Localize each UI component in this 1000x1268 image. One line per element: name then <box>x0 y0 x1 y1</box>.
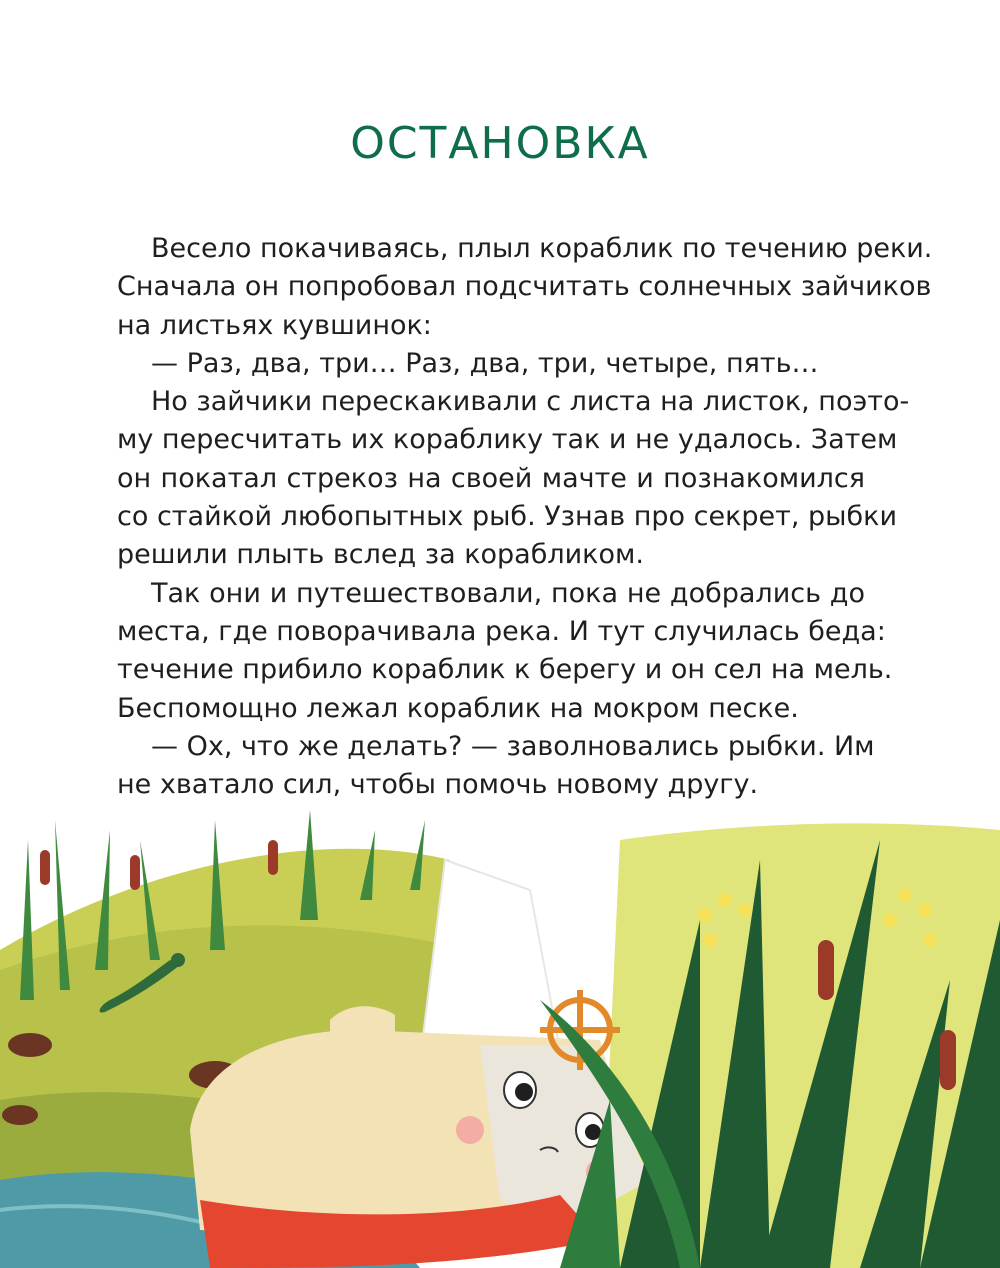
text-line: Беспомощно лежал кораблик на мокром песке. <box>117 692 799 724</box>
rock <box>8 1033 52 1057</box>
text-line: на листьях кувшинок: <box>117 309 432 341</box>
text-line: со стайкой любопытных рыб. Узнав про секрет, рыбки <box>117 501 897 533</box>
text-line: Сначала он попробовал подсчитать солнечных зайчиков <box>117 271 932 303</box>
text-line: он покатал стрекоз на своей мачте и познакомился <box>117 462 865 494</box>
text-line: му пересчитать их кораблику так и не удалось. Затем <box>117 424 898 456</box>
page-title: ОСТАНОВКА <box>350 118 650 169</box>
text-line: решили плыть вслед за корабликом. <box>117 539 644 571</box>
boat-sail <box>420 860 560 1060</box>
story-text <box>117 230 933 804</box>
text-line: места, где поворачивала река. И тут случилась беда: <box>117 615 886 647</box>
text-line: Весело покачиваясь, плыл кораблик по течению реки. <box>151 233 933 264</box>
rock <box>2 1105 38 1125</box>
text-line: течение прибило кораблик к берегу и он сел на мель. <box>117 654 893 686</box>
text-line: не хватало сил, чтобы помочь новому другу. <box>117 769 759 801</box>
text-line: — Ох, что же делать? — заволновались рыбки. Им <box>151 730 875 762</box>
boat-illustration <box>0 800 1000 1268</box>
text-line: Но зайчики перескакивали с листа на листок, поэто- <box>151 386 910 418</box>
text-line: Так они и путешествовали, пока не добрались до <box>151 577 865 609</box>
text-line: — Раз, два, три… Раз, два, три, четыре, пять… <box>151 347 819 379</box>
